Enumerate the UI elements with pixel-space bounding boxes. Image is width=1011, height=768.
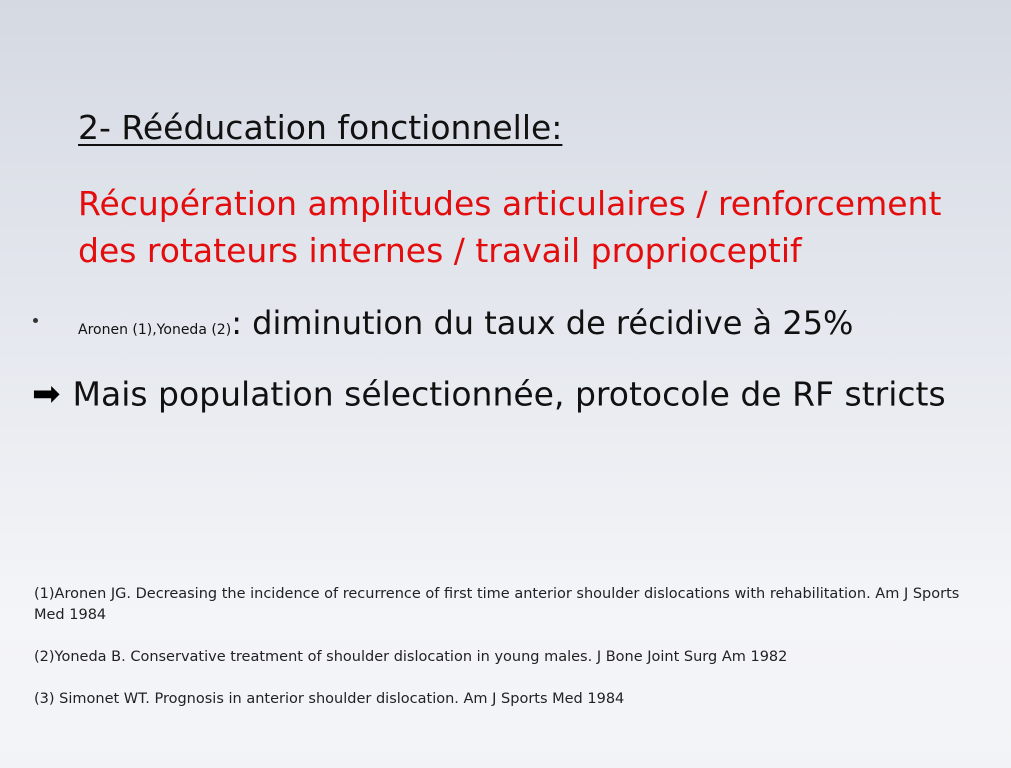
reference-item: (1)Aronen JG. Decreasing the incidence of recurrence of first time anterior shoulder dislocations with rehabilitation. Am J Sports Med 1984 — [34, 586, 960, 623]
right-arrow-icon: ➡ — [32, 374, 61, 414]
reference-item: (2)Yoneda B. Conservative treatment of shoulder dislocation in young males. J Bone Joint Surg Am 1982 — [34, 649, 788, 665]
slide-heading: 2- Rééducation fonctionnelle: — [78, 108, 563, 147]
bullet-references: Aronen (1),Yoneda (2) — [78, 322, 232, 338]
arrow-item — [32, 374, 946, 414]
bullet-statement: : diminution du taux de récidive à 25% — [231, 304, 854, 342]
highlight-text: Récupération amplitudes articulaires / renforcement des rotateurs internes / travail proprioceptif — [78, 184, 942, 270]
reference-item: (3) Simonet WT. Prognosis in anterior shoulder dislocation. Am J Sports Med 1984 — [34, 691, 625, 707]
bullet-text — [78, 304, 853, 342]
arrow-statement: Mais population sélectionnée, protocole de RF stricts — [72, 374, 946, 414]
bullet-dot-icon — [33, 318, 38, 323]
references-list — [34, 584, 989, 731]
